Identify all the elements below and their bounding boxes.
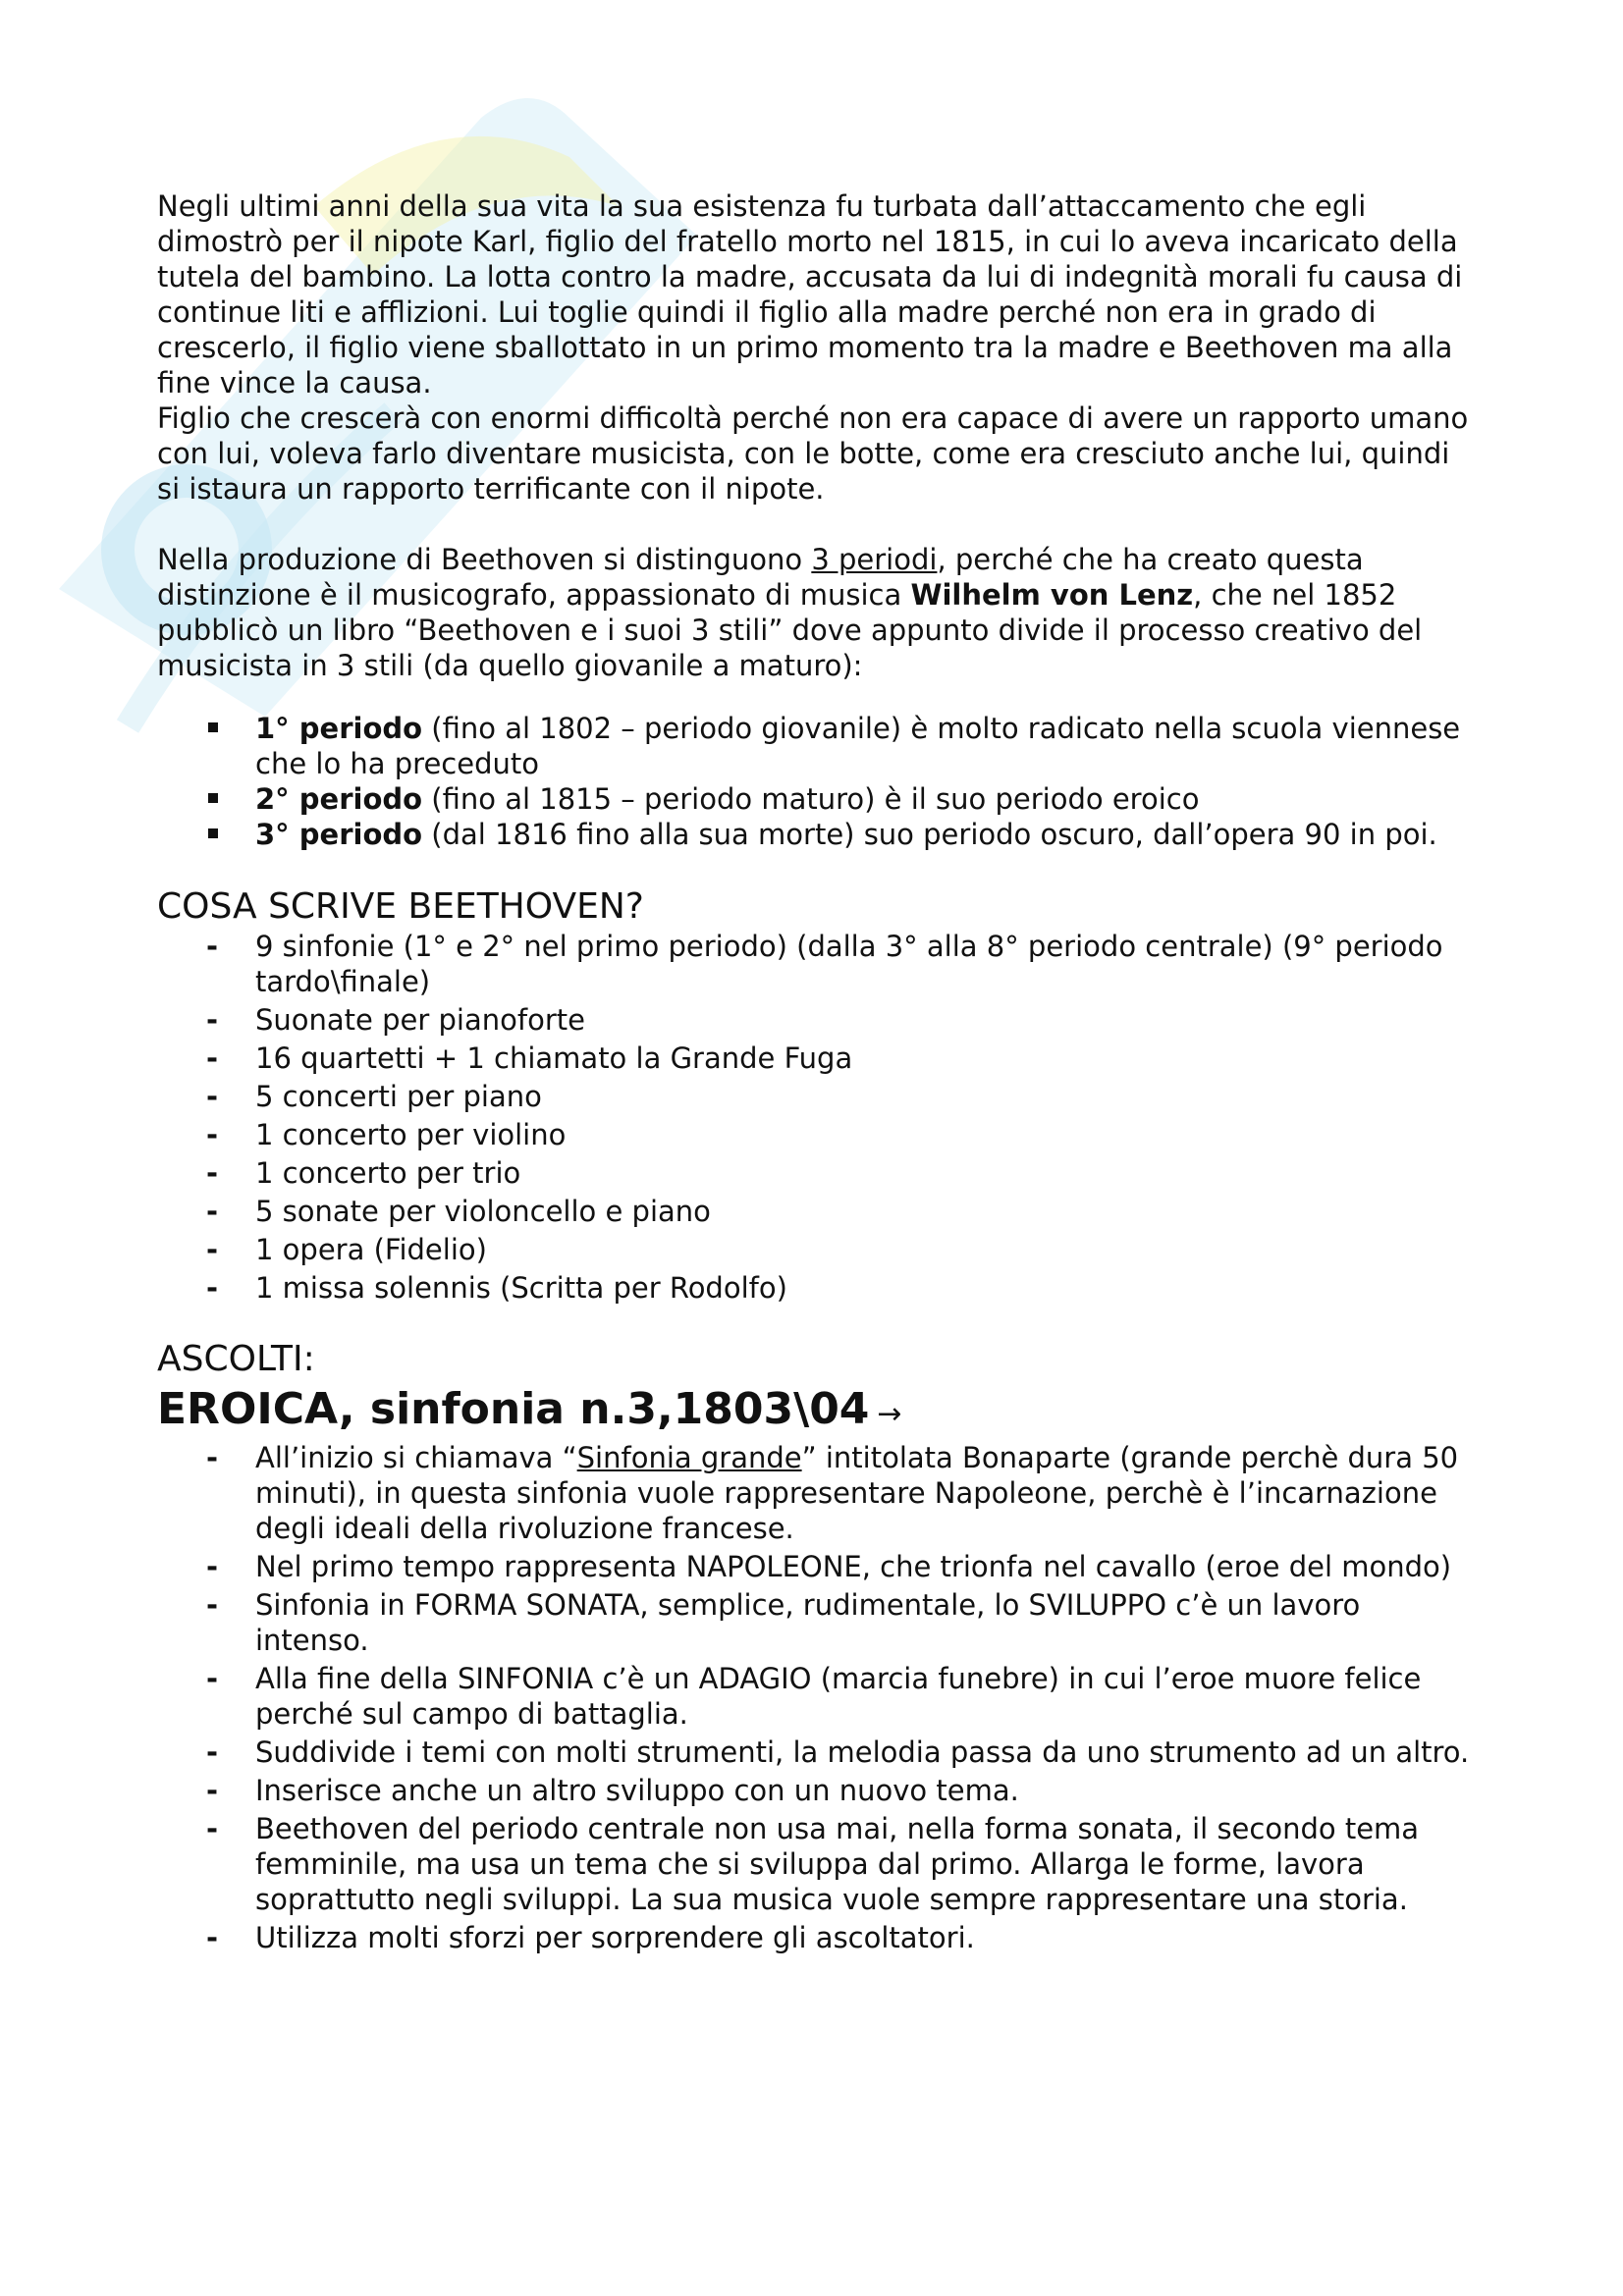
intro-paragraph-2: Figlio che crescerà con enormi difficoltà perché non era capace di avere un rapporto umano con lui, voleva farlo diventare musicista, con le botte, come era cresciuto anche lui, quindi si istaura un rapporto terrificante con il nipote.	[157, 401, 1469, 506]
list-item: - 1 concerto per violino	[157, 1117, 1478, 1152]
cosa-heading: COSA SCRIVE BEETHOVEN?	[157, 886, 644, 927]
list-item: - Sinfonia in FORMA SONATA, semplice, rudimentale, lo SVILUPPO c’è un lavoro intenso.	[157, 1587, 1478, 1658]
cosa-list	[157, 929, 1478, 1306]
list-item: - 1 concerto per trio	[157, 1155, 1478, 1191]
periodi-underlined: 3 periodi	[811, 543, 938, 576]
intro-paragraph-1: Negli ultimi anni della sua vita la sua esistenza fu turbata dall’attaccamento che egli dimostrò per il nipote Karl, figlio del fratello morto nel 1815, in cui lo aveva incaricato della tutela del bambino. La lotta contro la madre, accusata da lui di indegnità morali fu causa di continue liti e afflizioni. Lui toglie quindi il figlio alla madre perché non era in grado di crescerlo, il figlio viene sballottato in un primo momento tra la madre e Beethoven ma alla fine vince la causa.	[157, 189, 1463, 400]
list-item: - 16 quartetti + 1 chiamato la Grande Fuga	[157, 1041, 1478, 1076]
periodo-label: 3° periodo	[255, 818, 423, 851]
list-item	[157, 711, 1478, 781]
list-item	[157, 1440, 1478, 1546]
sinfonia-grande-underlined: Sinfonia grande	[576, 1441, 802, 1474]
list-item: - Utilizza molti sforzi per sorprendere gli ascoltatori.	[157, 1920, 1478, 1955]
first-text-post: ” intitolata Bonaparte (grande perchè dura 50 minuti), in questa sinfonia vuole rappresentare Napoleone, perchè è l’incarnazione degli ideali della rivoluzione francese.	[255, 1441, 1459, 1545]
periodi-paragraph	[157, 542, 1478, 683]
list-item: - 1 missa solennis (Scritta per Rodolfo)	[157, 1270, 1478, 1306]
list-item	[157, 817, 1478, 852]
eroica-title	[157, 1384, 1478, 1440]
ascolti-heading: ASCOLTI:	[157, 1339, 315, 1379]
list-item: - Suddivide i temi con molti strumenti, la melodia passa da uno strumento ad un altro.	[157, 1735, 1478, 1770]
periodo-text: (dal 1816 fino alla sua morte) suo periodo oscuro, dall’opera 90 in poi.	[422, 818, 1437, 851]
list-item: - Inserisce anche un altro sviluppo con un nuovo tema.	[157, 1773, 1478, 1808]
eroica-title-text: EROICA, sinfonia n.3,1803\04	[157, 1384, 870, 1434]
list-item: - 5 sonate per violoncello e piano	[157, 1194, 1478, 1229]
periodi-list	[157, 711, 1478, 852]
periodo-label: 1° periodo	[255, 712, 423, 745]
first-text-pre: All’inizio si chiamava “	[255, 1441, 577, 1474]
list-item: - Nel primo tempo rappresenta NAPOLEONE, che trionfa nel cavallo (eroe del mondo)	[157, 1549, 1478, 1584]
periodi-text-end: , che nel 1852 pubblicò un libro “Beethoven e i suoi 3 stili” dove appunto divide il processo creativo del musicista in 3 stili (da quello giovanile a maturo):	[157, 578, 1423, 682]
list-item: - Suonate per pianoforte	[157, 1002, 1478, 1038]
arrow-right-icon: →	[877, 1397, 902, 1431]
ascolti-list	[157, 1440, 1478, 1955]
periodo-text: (fino al 1815 – periodo maturo) è il suo periodo eroico	[422, 782, 1200, 816]
list-item: - Beethoven del periodo centrale non usa mai, nella forma sonata, il secondo tema femminile, ma usa un tema che si sviluppa dal primo. Allarga le forme, lavora soprattutto negli sviluppi. La sua musica vuole sempre rappresentare una storia.	[157, 1811, 1478, 1917]
list-item: - 5 concerti per piano	[157, 1079, 1478, 1114]
periodo-text: (fino al 1802 – periodo giovanile) è molto radicato nella scuola viennese che lo ha preceduto	[255, 712, 1461, 780]
periodi-bold-name: Wilhelm von Lenz	[910, 578, 1194, 612]
list-item	[157, 781, 1478, 817]
list-item: - Alla fine della SINFONIA c’è un ADAGIO (marcia funebre) in cui l’eroe muore felice perché sul campo di battaglia.	[157, 1661, 1478, 1732]
periodi-text-mid: , perché che ha creato questa distinzione è il musicografo, appassionato di musica	[157, 543, 1364, 612]
periodi-text-start: Nella produzione di Beethoven si distinguono	[157, 543, 812, 576]
periodo-label: 2° periodo	[255, 782, 423, 816]
list-item: - 9 sinfonie (1° e 2° nel primo periodo) (dalla 3° alla 8° periodo centrale) (9° periodo tardo\finale)	[157, 929, 1478, 999]
list-item: - 1 opera (Fidelio)	[157, 1232, 1478, 1267]
document-page	[157, 188, 1478, 1958]
